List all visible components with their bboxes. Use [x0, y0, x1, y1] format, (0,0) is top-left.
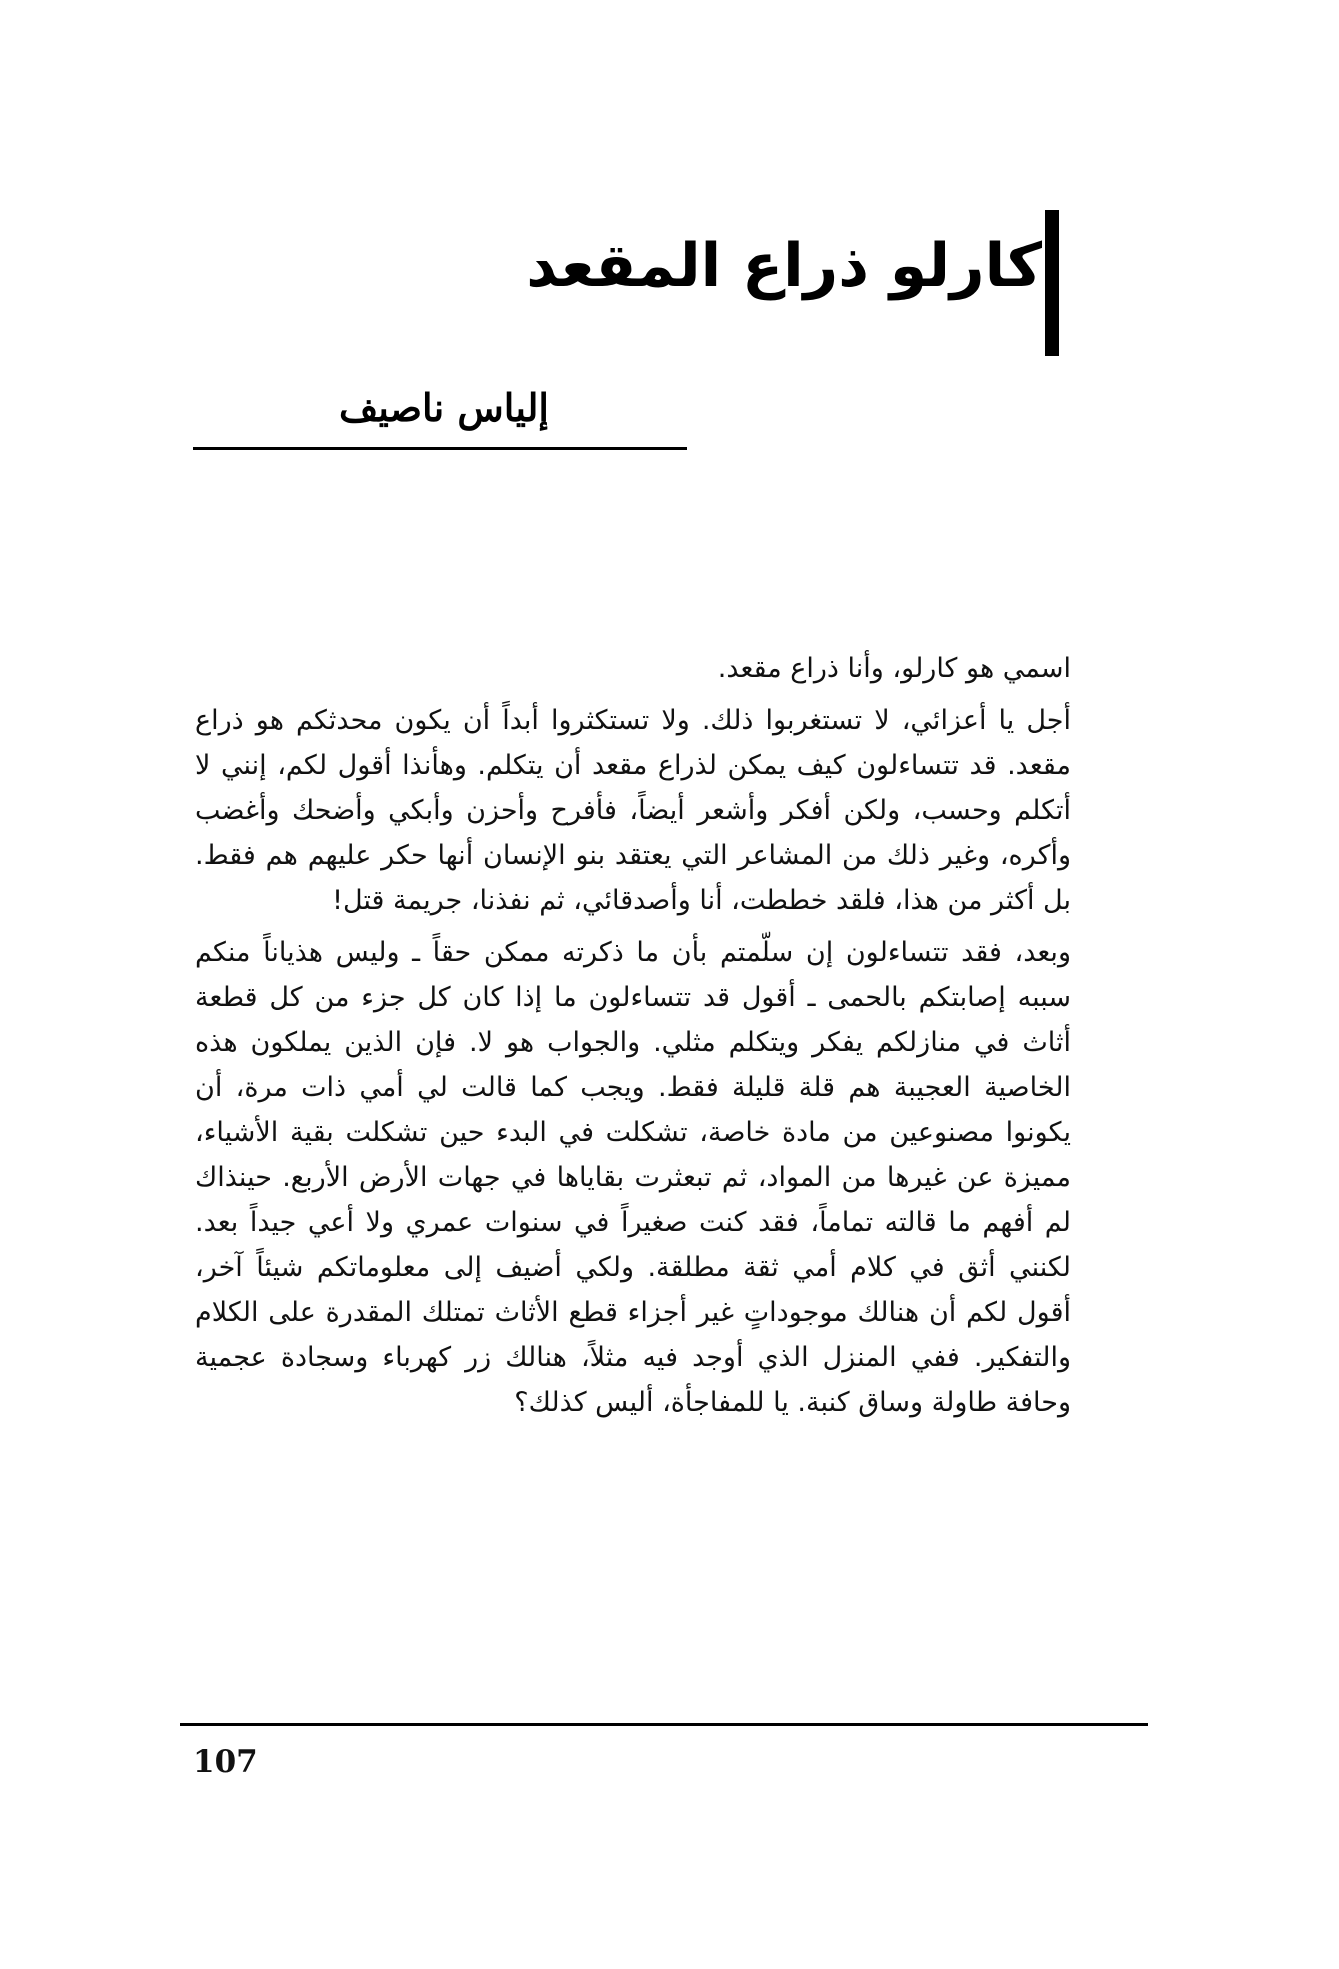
- author-underline: [193, 447, 687, 450]
- body-text: [195, 646, 1071, 1432]
- footer-divider: [180, 1723, 1148, 1726]
- chapter-title: كارلو ذراع المقعد: [526, 231, 1042, 301]
- paragraph-2: أجل يا أعزائي، لا تستغربوا ذلك. ولا تستكثروا أبداً أن يكون محدثكم هو ذراع مقعد. قد تتساءلون كيف يمكن لذراع مقعد أن يتكلم. وهأنذا أقول لكم، إنني لا أتكلم وحسب، ولكن أفكر وأشعر أيضاً، فأفرح وأحزن وأبكي وأضحك وأغضب وأكره، وغير ذلك من المشاعر التي يعتقد بنو الإنسان أنها حكر عليهم هم فقط. بل أكثر من هذا، فلقد خططت، أنا وأصدقائي، ثم نفذنا، جريمة قتل!: [195, 705, 1071, 916]
- paragraph-1: اسمي هو كارلو، وأنا ذراع مقعد.: [717, 653, 1071, 684]
- title-accent-bar: [1045, 210, 1059, 356]
- paragraph-3: وبعد، فقد تتساءلون إن سلّمتم بأن ما ذكرته ممكن حقاً ـ وليس هذياناً منكم سببه إصابتكم بالحمى ـ أقول قد تتساءلون ما إذا كان كل جزء من كل قطعة أثاث في منازلكم يفكر ويتكلم مثلي. والجواب هو لا. فإن الذين يملكون هذه الخاصية العجيبة هم قلة قليلة فقط. ويجب كما قالت لي أمي ذات مرة، أن يكونوا مصنوعين من مادة خاصة، تشكلت في البدء حين تشكلت بقية الأشياء، مميزة عن غيرها من المواد، ثم تبعثرت بقاياها في جهات الأرض الأربع. حينذاك لم أفهم ما قالته تماماً، فقد كنت صغيراً في سنوات عمري ولا أعي جيداً بعد. لكنني أثق في كلام أمي ثقة مطلقة. ولكي أضيف إلى معلوماتكم شيئاً آخر، أقول لكم أن هنالك موجوداتٍ غير أجزاء قطع الأثاث تمتلك المقدرة على الكلام والتفكير. ففي المنزل الذي أوجد فيه مثلاً، هنالك زر كهرباء وسجادة عجمية وحافة طاولة وساق كنبة. يا للمفاجأة، أليس كذلك؟: [195, 937, 1071, 1418]
- author-name: إلياس ناصيف: [338, 385, 549, 430]
- page-number: 107: [193, 1744, 258, 1780]
